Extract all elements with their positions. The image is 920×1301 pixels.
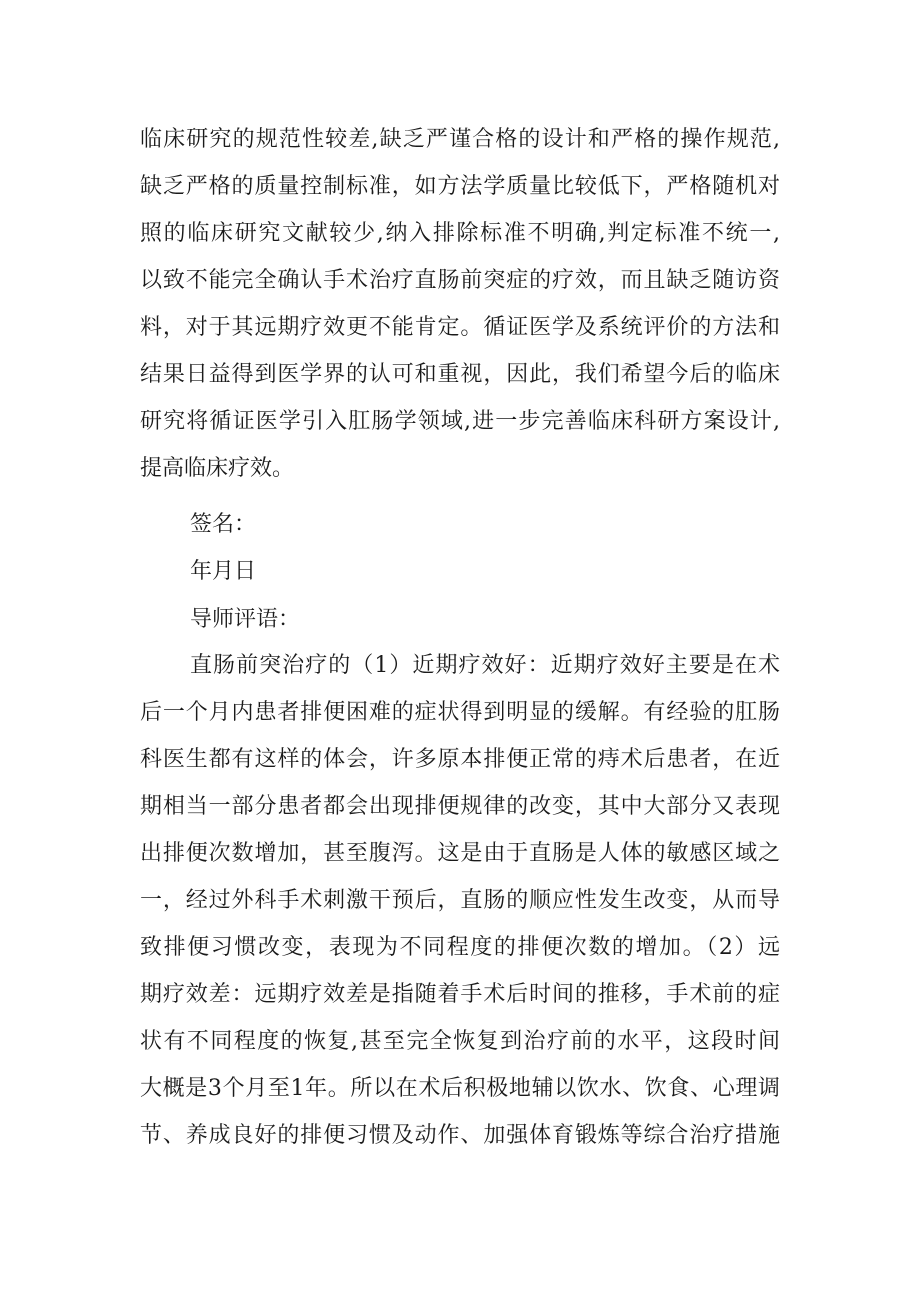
paragraph1-line: 照的临床研究文献较少,纳入排除标准不明确,判定标准不统一, xyxy=(140,221,780,246)
paragraph1-line: 研究将循证医学引入肛肠学领域,进一步完善临床科研方案设计, xyxy=(140,409,780,434)
paragraph2-line: 后一个月内患者排便困难的症状得到明显的缓解。有经验的肛肠 xyxy=(140,700,780,725)
paragraph1-line: 结果日益得到医学界的认可和重视，因此，我们希望今后的临床 xyxy=(140,362,780,387)
paragraph2-line: 一，经过外科手术刺激干预后，直肠的顺应性发生改变，从而导 xyxy=(140,888,780,913)
paragraph2-line: 出排便次数增加，甚至腹泻。这是由于直肠是人体的敏感区域之 xyxy=(140,841,780,866)
signature-label: 签名： xyxy=(190,512,257,537)
comment-heading: 导师评语： xyxy=(190,607,301,632)
paragraph1-line: 提高临床疗效。 xyxy=(140,456,295,481)
paragraph2-line: 大概是3个月至1年。所以在术后积极地辅以饮水、饮食、心理调 xyxy=(140,1076,780,1101)
paragraph1-line: 料，对于其远期疗效更不能肯定。循证医学及系统评价的方法和 xyxy=(140,315,780,340)
date-label: 年月日 xyxy=(190,559,257,584)
paragraph2-line: 期相当一部分患者都会出现排便规律的改变，其中大部分又表现 xyxy=(140,794,780,819)
paragraph2-line: 期疗效差：远期疗效差是指随着手术后时间的推移，手术前的症 xyxy=(140,982,780,1007)
paragraph1-line: 缺乏严格的质量控制标准，如方法学质量比较低下，严格随机对 xyxy=(140,174,780,199)
paragraph1-line: 以致不能完全确认手术治疗直肠前突症的疗效，而且缺乏随访资 xyxy=(140,268,780,293)
paragraph2-line: 节、养成良好的排便习惯及动作、加强体育锻炼等综合治疗措施 xyxy=(140,1123,780,1148)
paragraph2-line: 科医生都有这样的体会，许多原本排便正常的痔术后患者，在近 xyxy=(140,747,780,772)
paragraph2-line: 致排便习惯改变，表现为不同程度的排便次数的增加。（2）远 xyxy=(140,935,780,960)
paragraph2-line: 直肠前突治疗的（1）近期疗效好：近期疗效好主要是在术 xyxy=(190,653,780,678)
paragraph1-line: 临床研究的规范性较差,缺乏严谨合格的设计和严格的操作规范, xyxy=(140,127,780,152)
paragraph2-line: 状有不同程度的恢复,甚至完全恢复到治疗前的水平，这段时间 xyxy=(140,1029,780,1054)
